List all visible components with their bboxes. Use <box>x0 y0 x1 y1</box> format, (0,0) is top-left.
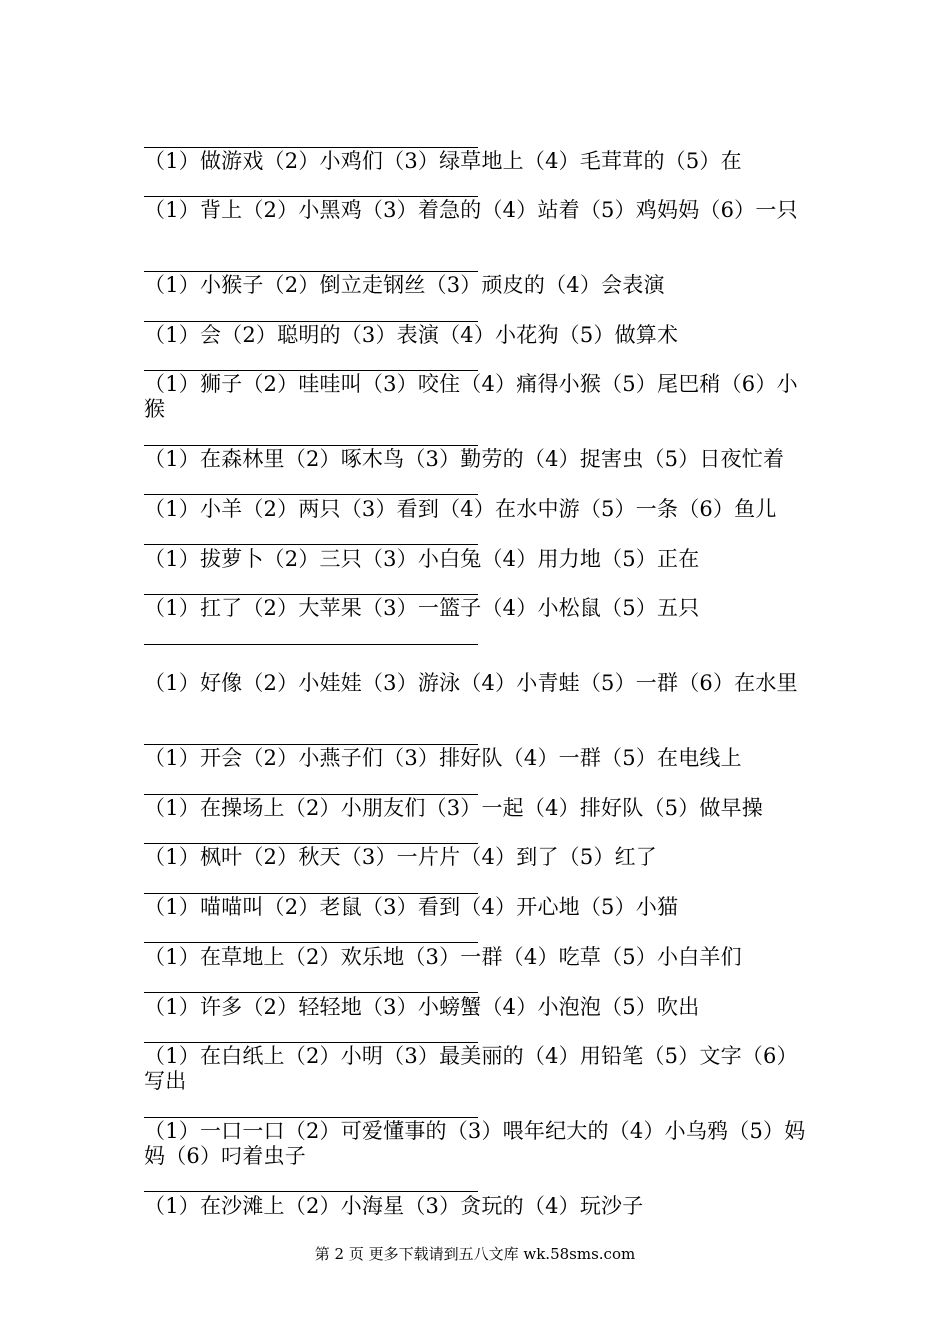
exercise-item: （1）好像（2）小娃娃（3）游泳（4）小青蛙（5）一群（6）在水里 <box>144 671 798 695</box>
exercise-item: （1）喵喵叫（2）老鼠（3）看到（4）开心地（5）小猫 <box>144 895 679 919</box>
answer-line <box>144 494 478 495</box>
exercise-item: （1）在森林里（2）啄木鸟（3）勤劳的（4）捉害虫（5）日夜忙着 <box>144 447 785 471</box>
exercise-item: （1）小猴子（2）倒立走钢丝（3）顽皮的（4）会表演 <box>144 273 665 297</box>
answer-line <box>144 843 478 844</box>
answer-line <box>144 370 478 371</box>
answer-line <box>144 271 478 272</box>
answer-line <box>144 794 478 795</box>
answer-line <box>144 147 478 148</box>
exercise-item: （1）会（2）聪明的（3）表演（4）小花狗（5）做算术 <box>144 323 679 347</box>
answer-line <box>144 1191 478 1192</box>
answer-line <box>144 445 478 446</box>
exercise-item: （1）一口一口（2）可爱懂事的（3）喂年纪大的（4）小乌鸦（5）妈妈（6）叼着虫子 <box>144 1119 806 1168</box>
exercise-item: （1）拔萝卜（2）三只（3）小白兔（4）用力地（5）正在 <box>144 547 700 571</box>
answer-line <box>144 1117 478 1118</box>
exercise-item: （1）狮子（2）哇哇叫（3）咬住（4）痛得小猴（5）尾巴稍（6）小猴 <box>144 372 798 421</box>
answer-line <box>144 893 478 894</box>
answer-line <box>144 594 478 595</box>
exercise-item: （1）扛了（2）大苹果（3）一篮子（4）小松鼠（5）五只 <box>144 596 700 620</box>
exercise-item: （1）许多（2）轻轻地（3）小螃蟹（4）小泡泡（5）吹出 <box>144 995 700 1019</box>
exercise-item: （1）开会（2）小燕子们（3）排好队（4）一群（5）在电线上 <box>144 746 742 770</box>
exercise-item: （1）枫叶（2）秋天（3）一片片（4）到了（5）红了 <box>144 845 658 869</box>
answer-line <box>144 544 478 545</box>
answer-line <box>144 992 478 993</box>
exercise-item: （1）在白纸上（2）小明（3）最美丽的（4）用铅笔（5）文字（6）写出 <box>144 1044 798 1093</box>
answer-line <box>144 321 478 322</box>
answer-line <box>144 1042 478 1043</box>
exercise-item: （1）做游戏（2）小鸡们（3）绿草地上（4）毛茸茸的（5）在 <box>144 149 742 173</box>
exercise-item: （1）在沙滩上（2）小海星（3）贪玩的（4）玩沙子 <box>144 1194 644 1218</box>
exercise-item: （1）小羊（2）两只（3）看到（4）在水中游（5）一条（6）鱼儿 <box>144 497 777 521</box>
answer-line <box>144 942 478 943</box>
exercise-item: （1）在草地上（2）欢乐地（3）一群（4）吃草（5）小白羊们 <box>144 945 742 969</box>
answer-line <box>144 196 478 197</box>
exercise-item: （1）背上（2）小黑鸡（3）着急的（4）站着（5）鸡妈妈（6）一只 <box>144 198 798 222</box>
page-footer: 第 2 页 更多下载请到五八文库 wk.58sms.com <box>314 1245 636 1263</box>
answer-line <box>144 644 478 645</box>
answer-line <box>144 744 478 745</box>
exercise-item: （1）在操场上（2）小朋友们（3）一起（4）排好队（5）做早操 <box>144 796 764 820</box>
